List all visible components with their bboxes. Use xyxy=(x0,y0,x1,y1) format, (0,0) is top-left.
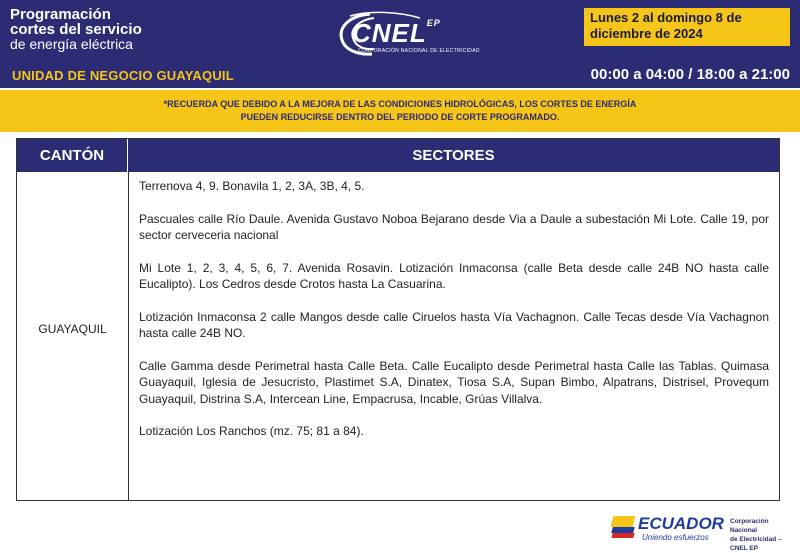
column-divider xyxy=(128,172,129,500)
sector-paragraph: Pascuales calle Río Daule. Avenida Gustavo Noboa Bejarano desde Via a Daule a subestación Mi Lote. Calle 19, por sector cerveceria nacional xyxy=(139,211,769,242)
notice-line-2: PUEDEN REDUCIRSE DENTRO DEL PERIODO DE CORTE PROGRAMADO. xyxy=(240,112,560,122)
title-line-3: de energía eléctrica xyxy=(10,36,133,52)
business-unit-label: UNIDAD DE NEGOCIO GUAYAQUIL xyxy=(12,68,234,83)
header-banner xyxy=(0,0,800,88)
logo-text: $CNEL^{EP}$ xyxy=(352,18,441,48)
cnel-logo xyxy=(330,8,490,60)
corp-line-2: de Electricidad – CNEL EP xyxy=(730,536,782,552)
date-range: Lunes 2 al domingo 8 de diciembre de 2024 xyxy=(584,8,790,46)
table-header-row xyxy=(17,139,779,172)
footer-logos xyxy=(612,512,797,552)
logo-subtitle: CORPORACIÓN NACIONAL DE ELECTRICIDAD xyxy=(358,48,480,54)
notice-banner xyxy=(0,90,800,132)
ecuador-slogan: Uniendo esfuerzos xyxy=(642,533,709,542)
title-block xyxy=(10,7,142,52)
title-line-1: Programación xyxy=(10,6,111,23)
sector-paragraph: Lotización Inmaconsa 2 calle Mangos desde calle Ciruelos hasta Vía Vachagnon. Calle Tecas desde Vía Vachagnon hasta calle 24B NO. xyxy=(139,309,769,340)
title-line-2: cortes del servicio xyxy=(10,21,142,38)
sectors-cell xyxy=(139,178,769,456)
ecuador-flag-icon xyxy=(612,516,634,538)
ecuador-wordmark: ECUADOR xyxy=(638,514,724,533)
logo-ep: EP xyxy=(426,18,441,28)
header-sectores: SECTORES xyxy=(412,147,495,164)
sector-paragraph: Lotización Los Ranchos (mz. 75; 81 a 84). xyxy=(139,424,364,438)
corporation-label xyxy=(730,517,797,553)
sector-paragraph: Mi Lote 1, 2, 3, 4, 5, 6, 7. Avenida Rosavin. Lotización Inmaconsa (calle Beta desde calle 24B NO hasta calle Eucalipto). Los Cedros desde Crotos hasta La Casuarina. xyxy=(139,260,769,291)
corp-line-1: Corporación Nacional xyxy=(730,518,769,534)
notice-line-1: *RECUERDA QUE DEBIDO A LA MEJORA DE LAS CONDICIONES HIDROLÓGICAS, LOS CORTES DE ENERGÍA xyxy=(163,99,637,109)
time-range: 00:00 a 04:00 / 18:00 a 21:00 xyxy=(590,66,790,83)
canton-cell: GUAYAQUIL xyxy=(38,322,107,336)
sector-paragraph: Terrenova 4, 9. Bonavila 1, 2, 3A, 3B, 4, 5. xyxy=(139,179,365,193)
sector-paragraph: Calle Gamma desde Perimetral hasta Calle Beta. Calle Eucalipto desde Perimetral hasta Calle las Tablas. Quimasa Guayaquil, Iglesia de Jesucristo, Plastimet S.A, Dinatex, Tiosa S.A, Supan Bimbo, Alpatrans, Distrisel, Provequm Guayaquil, Distrina S.A, Intercean Line, Empacrusa, Incable, Grúas Villalva. xyxy=(139,358,769,406)
schedule-table xyxy=(16,138,780,501)
header-canton: CANTÓN xyxy=(17,139,128,172)
